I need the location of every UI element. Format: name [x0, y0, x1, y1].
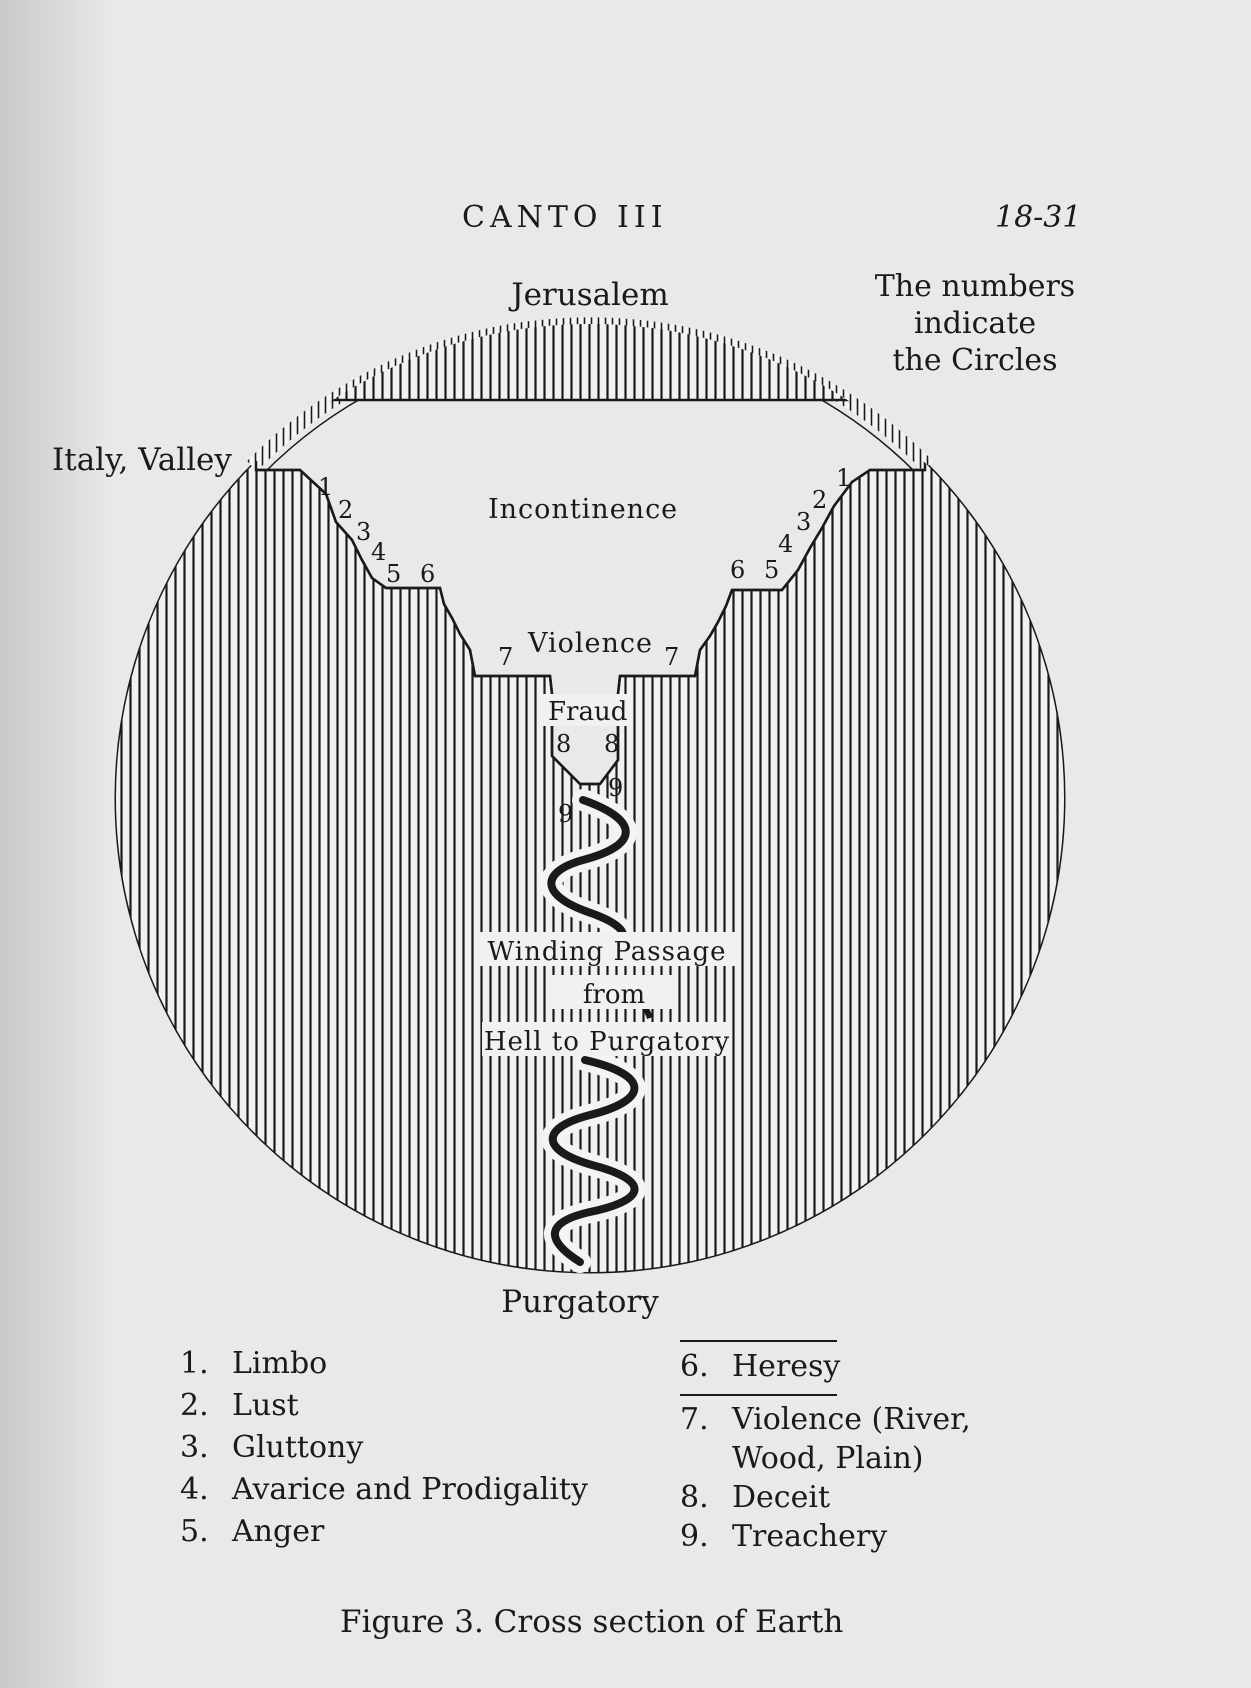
circle-number-right-8: 8 [604, 730, 620, 758]
legend-item: 6. Heresy [680, 1349, 841, 1384]
note-line-3: the Circles [892, 343, 1058, 378]
circle-number-left-6: 6 [420, 560, 436, 588]
passage-label-line-2: from [582, 980, 646, 1010]
legend-item: 9. Treachery [680, 1519, 888, 1554]
circle-number-left-7: 7 [498, 643, 514, 671]
legend-item: 2. Lust [180, 1388, 299, 1423]
legend-item: 4. Avarice and Prodigality [180, 1472, 588, 1507]
circle-number-right-7: 7 [664, 643, 680, 671]
legend-item: 7. Violence (River, [680, 1402, 971, 1437]
legend-item: 5. Anger [180, 1514, 325, 1549]
line-range: 18-31 [995, 200, 1082, 235]
legend-item-continuation: Wood, Plain) [732, 1441, 924, 1476]
legend-upper-hell [180, 1343, 588, 1553]
purgatory-label: Purgatory [501, 1284, 659, 1320]
note-line-2: indicate [913, 306, 1037, 341]
circle-number-right-9: 9 [608, 774, 624, 802]
circle-number-right-3: 3 [796, 508, 812, 536]
circle-number-right-2: 2 [812, 486, 828, 514]
violence-label: Violence [528, 628, 654, 659]
figure-caption: Figure 3. Cross section of Earth [340, 1604, 844, 1640]
circle-number-right-6: 6 [730, 556, 746, 584]
legend-item: 3. Gluttony [180, 1430, 364, 1465]
circle-number-right-1: 1 [836, 464, 852, 492]
circle-number-left-2: 2 [338, 496, 354, 524]
incontinence-label: Incontinence [488, 494, 679, 525]
circle-number-left-3: 3 [356, 518, 372, 546]
circle-number-right-4: 4 [778, 530, 794, 558]
legend-lower-hell [680, 1340, 980, 1556]
jerusalem-label: Jerusalem [511, 277, 669, 313]
circle-number-left-5: 5 [386, 560, 402, 588]
legend-item: 8. Deceit [680, 1480, 831, 1515]
legend-item: 1. Limbo [180, 1346, 328, 1381]
passage-label-line-1: Winding Passage [487, 937, 727, 967]
circle-number-left-8: 8 [556, 730, 572, 758]
circle-number-left-9: 9 [558, 800, 574, 828]
canto-heading: CANTO III [462, 200, 668, 235]
note-line-1: The numbers [874, 269, 1076, 304]
circle-number-left-4: 4 [371, 538, 387, 566]
italy-valley-label: Italy, Valley [52, 442, 232, 478]
fraud-label: Fraud [548, 697, 628, 727]
circle-number-left-1: 1 [318, 473, 334, 501]
passage-label-line-3: Hell to Purgatory [483, 1027, 731, 1057]
circle-number-right-5: 5 [764, 556, 780, 584]
